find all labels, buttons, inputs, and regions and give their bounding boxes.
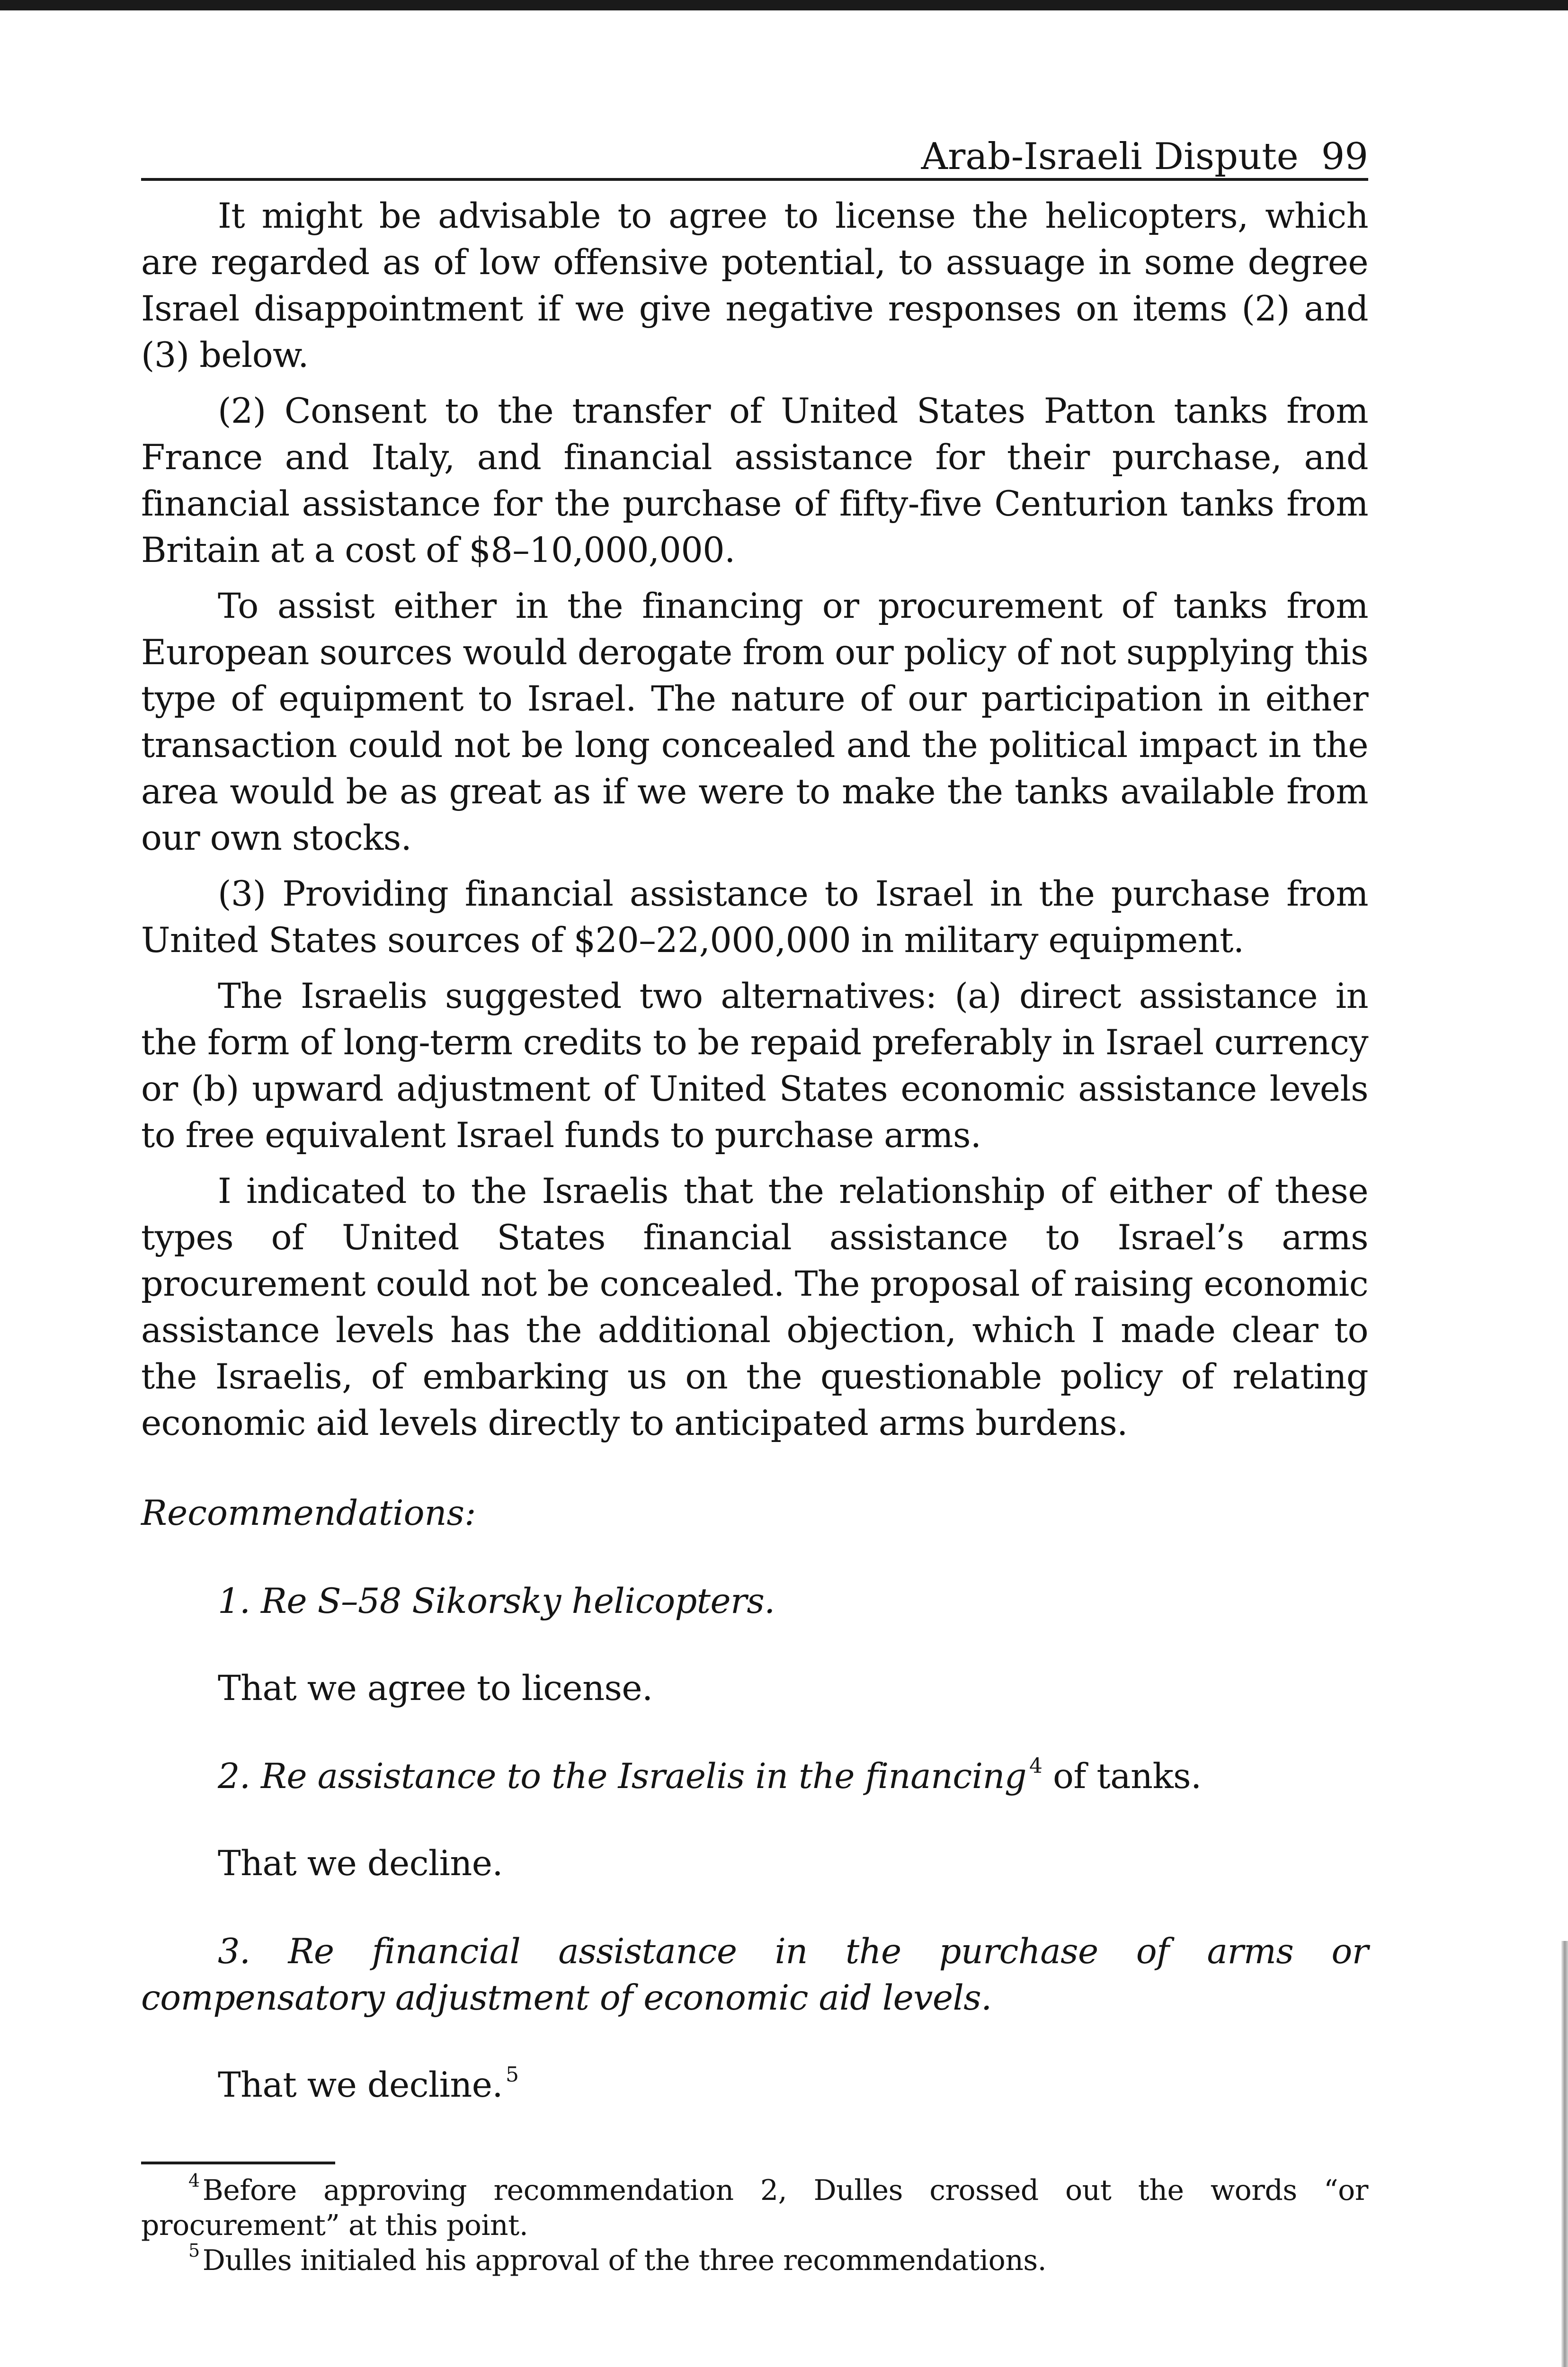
footnote-rule (141, 2162, 335, 2164)
recommendation-title: 3. Re financial assistance in the purchase of arms or compensatory adjustment of economic aid levels. (141, 1931, 1368, 2018)
recommendation-answer (218, 2062, 1368, 2109)
page-number: 99 (1321, 135, 1368, 178)
recommendation-answer: That we agree to license. (218, 1668, 653, 1709)
running-head (141, 128, 1368, 181)
body-text (141, 193, 1368, 1447)
recommendation-item (141, 1929, 1368, 2109)
footnotes (141, 2170, 1368, 2278)
recommendation-title: 1. Re S–58 Sikorsky helicopters. (218, 1581, 775, 1621)
footnote (141, 2240, 1368, 2278)
recommendation-item (141, 1753, 1368, 1887)
recommendation-item (141, 1578, 1368, 1712)
footnote-marker: 4 (188, 2170, 200, 2191)
footnote-marker: 5 (188, 2240, 200, 2261)
scan-top-edge (0, 0, 1568, 10)
recommendation-title (141, 1753, 1368, 1800)
recommendation-title-tail: of tanks. (1042, 1756, 1202, 1797)
footnote-text: Dulles initialed his approval of the three recommendations. (202, 2244, 1047, 2277)
running-head-text (921, 135, 1368, 178)
footnote-ref: 5 (506, 2063, 519, 2087)
footnote-ref: 4 (1029, 1754, 1042, 1778)
running-head-title: Arab-Israeli Dispute (921, 135, 1299, 178)
scan-right-edge (1561, 1941, 1568, 2367)
document-page (141, 128, 1368, 2278)
footnote-text: Before approving recommendation 2, Dulles crossed out the words “or procurement” at this point. (141, 2174, 1368, 2242)
recommendation-answer: That we decline. (218, 1843, 503, 1884)
paragraph: It might be advisable to agree to license the helicopters, which are regarded as of low offensive potential, to assuage in some degree Israel disappointment if we give negative responses on items (2) and (3) below. (141, 196, 1368, 375)
footnote (141, 2170, 1368, 2243)
recommendation-title-text: 2. Re assistance to the Israelis in the financing (218, 1756, 1026, 1797)
paragraph: The Israelis suggested two alternatives: (a) direct assistance in the form of long-term credits to be repaid preferably in Israel currency or (b) upward adjustment of United States economic assistance levels to free equivalent Israel funds to purchase arms. (141, 976, 1368, 1156)
paragraph: To assist either in the financing or procurement of tanks from European sources would derogate from our policy of not supplying this type of equipment to Israel. The nature of our participation in either transaction could not be long concealed and the political impact in the area would be as great as if we were to make the tanks available from our own stocks. (141, 586, 1368, 858)
recommendations-heading: Recommendations: (141, 1493, 476, 1533)
paragraph: (2) Consent to the transfer of United States Patton tanks from France and Italy, and financial assistance for their purchase, and financial assistance for the purchase of fifty-five Centurion tanks from Britain at a cost of $8–10,000,000. (141, 391, 1368, 570)
paragraph: I indicated to the Israelis that the relationship of either of these types of United States financial assistance to Israel’s arms procurement could not be concealed. The proposal of raising economic assistance levels has the additional objection, which I made clear to the Israelis, of embarking us on the questionable policy of relating economic aid levels directly to anticipated arms burdens. (141, 1171, 1368, 1443)
recommendation-answer-text: That we decline. (218, 2065, 503, 2105)
paragraph: (3) Providing financial assistance to Israel in the purchase from United States sources of $20–22,000,000 in military equipment. (141, 874, 1368, 961)
